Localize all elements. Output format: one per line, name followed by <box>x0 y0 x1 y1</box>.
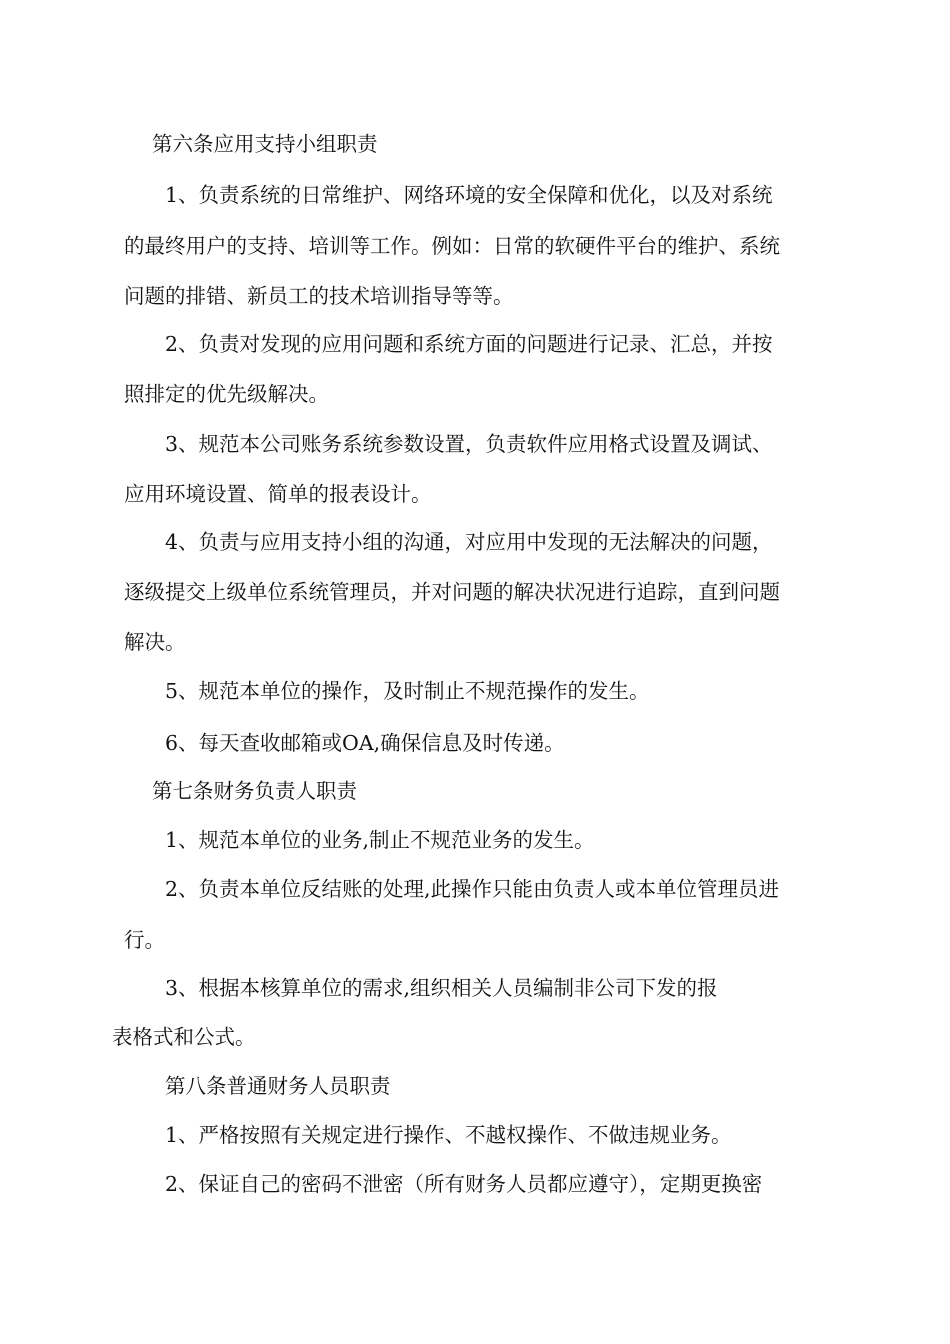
paragraph-line: 照排定的优先级解决。 <box>124 382 329 406</box>
paragraph-line: 2、负责本单位反结账的处理,此操作只能由负责人或本单位管理员进 <box>165 877 780 901</box>
paragraph-line: 表格式和公式。 <box>112 1025 256 1049</box>
paragraph-line: 2、保证自己的密码不泄密（所有财务人员都应遵守），定期更换密 <box>165 1172 763 1196</box>
paragraph-line: 3、规范本公司账务系统参数设置，负责软件应用格式设置及调试、 <box>165 432 773 456</box>
paragraph-line: 4、负责与应用支持小组的沟通，对应用中发现的无法解决的问题， <box>165 530 773 554</box>
paragraph-line: 5、规范本单位的操作，及时制止不规范操作的发生。 <box>165 679 650 703</box>
paragraph-line: 逐级提交上级单位系统管理员，并对问题的解决状况进行追踪，直到问题 <box>124 580 780 604</box>
paragraph-line: 6、每天查收邮箱或OA,确保信息及时传递。 <box>165 731 565 755</box>
paragraph-line: 3、根据本核算单位的需求,组织相关人员编制非公司下发的报 <box>165 976 718 1000</box>
paragraph-line: 1、严格按照有关规定进行操作、不越权操作、不做违规业务。 <box>165 1123 732 1147</box>
paragraph-line: 应用环境设置、简单的报表设计。 <box>124 482 432 506</box>
article-6-heading: 第六条应用支持小组职责 <box>152 132 378 156</box>
article-7-heading: 第七条财务负责人职责 <box>152 779 357 803</box>
paragraph-line: 问题的排错、新员工的技术培训指导等等。 <box>124 284 514 308</box>
article-8-heading: 第八条普通财务人员职责 <box>165 1074 391 1098</box>
paragraph-line: 2、负责对发现的应用问题和系统方面的问题进行记录、汇总，并按 <box>165 332 773 356</box>
paragraph-line: 1、负责系统的日常维护、网络环境的安全保障和优化，以及对系统 <box>165 183 773 207</box>
paragraph-line: 行。 <box>124 928 165 952</box>
paragraph-line: 的最终用户的支持、培训等工作。例如：日常的软硬件平台的维护、系统 <box>124 234 780 258</box>
paragraph-line: 1、规范本单位的业务,制止不规范业务的发生。 <box>165 828 595 852</box>
paragraph-line: 解决。 <box>124 630 186 654</box>
